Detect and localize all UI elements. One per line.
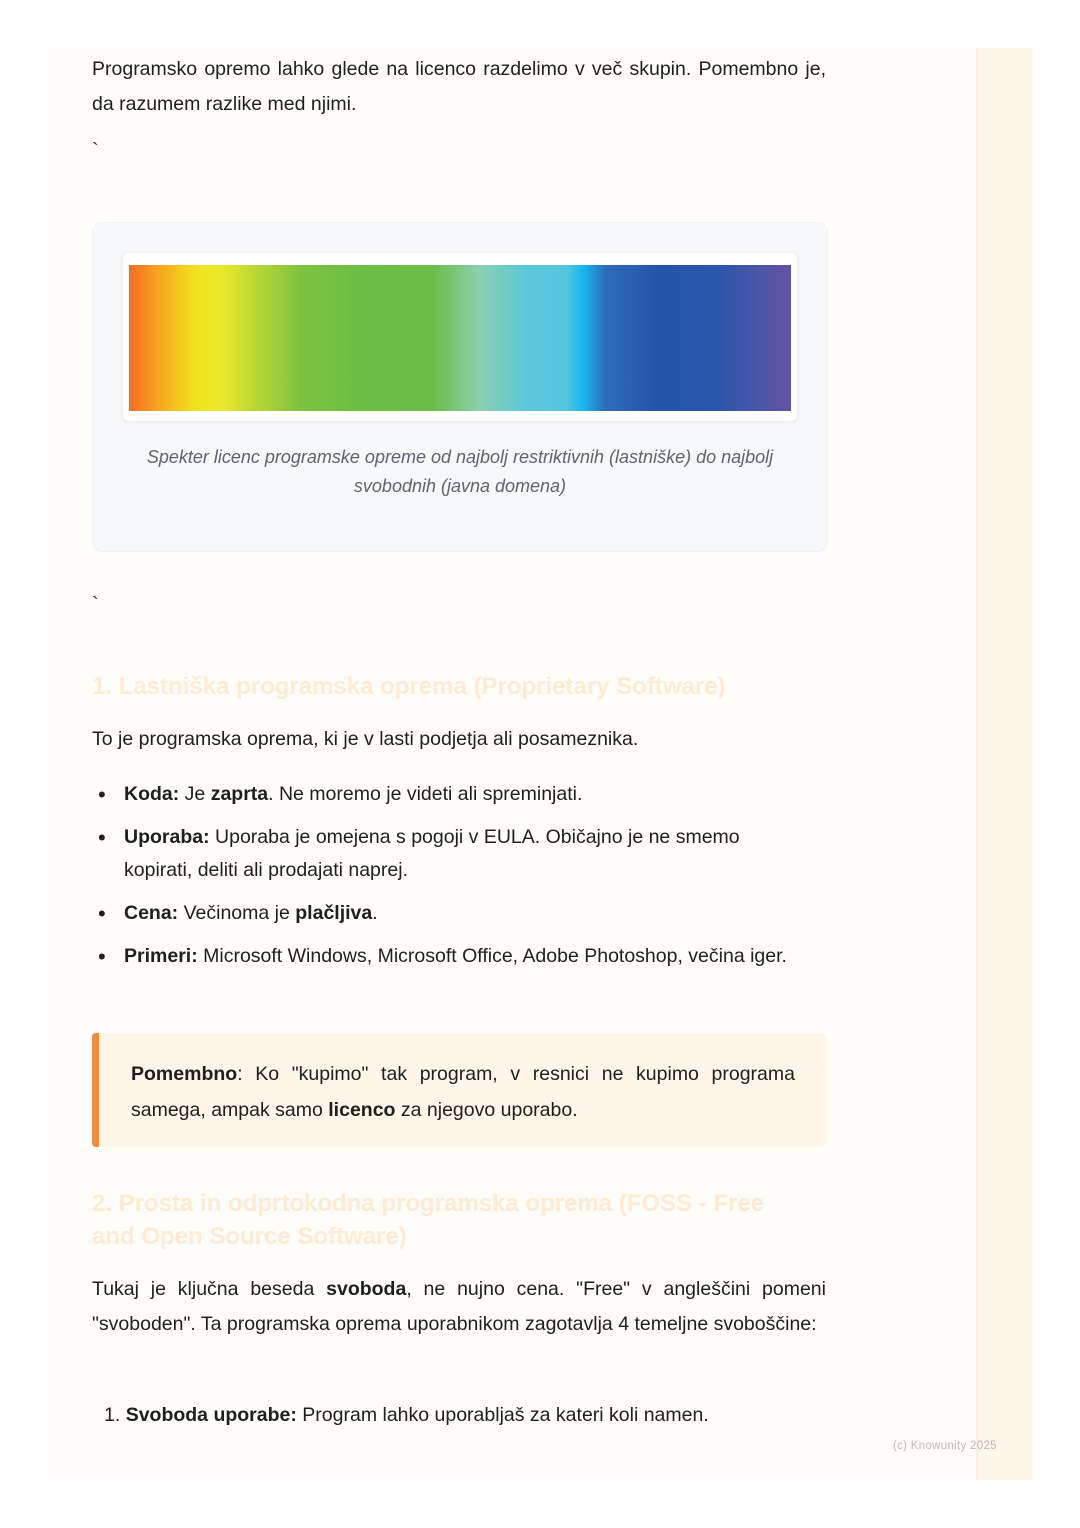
license-spectrum-figure [92, 222, 828, 552]
list-item-text: Program lahko uporabljaš za kateri koli namen. [296, 1404, 709, 1426]
bullet-dot: • [98, 825, 106, 850]
section2-intro [92, 1272, 826, 1342]
bullet-dot: • [98, 782, 106, 807]
bullet-emphasis: zaprta [210, 783, 269, 805]
callout-body: : Ko "kupimo" tak program, v resnici ne kupimo programa samega, ampak samo [131, 1063, 795, 1121]
section2-intro-emphasis: svoboda [326, 1278, 407, 1300]
bullet-label: Uporaba: [124, 826, 210, 848]
list-number: 1. [104, 1404, 121, 1426]
bullet-text: . [372, 902, 378, 924]
bullet-text: Uporaba je omejena s pogoji v EULA. Običajno je ne smemo kopirati, deliti ali prodajati naprej. [124, 826, 740, 881]
bullet-primeri [92, 940, 812, 973]
important-callout [92, 1033, 826, 1147]
section2-heading: 2. Prosta in odprtokodna programska oprema (FOSS - Free and Open Source Software) [92, 1190, 765, 1250]
list-item-label: Svoboda uporabe: [125, 1404, 297, 1426]
callout-label: Pomembno [131, 1063, 238, 1085]
bullet-text: . Ne moremo je videti ali spreminjati. [268, 783, 583, 805]
intro-paragraph: Programsko opremo lahko glede na licenco razdelimo v več skupin. Pomembno je, da razumem razlike med njimi. [92, 58, 826, 115]
copyright-footer: (c) Knowunity 2025 [893, 1440, 997, 1452]
bullet-text: Večinoma je [178, 902, 296, 924]
spectrum-image-frame [123, 253, 797, 421]
section2-intro-text: , ne nujno cena. "Free" v angleščini pomeni "svoboden". Ta programska oprema uporabnikom zagotavlja 4 temeljne svoboščine: [92, 1278, 826, 1335]
bullet-koda [92, 778, 812, 811]
bullet-text: Je [179, 783, 211, 805]
section1-heading: 1. Lastniška programska oprema (Proprietary Software) [92, 673, 726, 700]
bullet-uporaba [92, 821, 812, 887]
bullet-label: Primeri: [124, 945, 198, 967]
callout-accent-bar [92, 1033, 99, 1147]
section1-intro: To je programska oprema, ki je v lasti podjetja ali posameznika. [92, 728, 639, 750]
backtick-mark: ` [92, 140, 99, 162]
bullet-cena [92, 897, 812, 930]
bullet-dot: • [98, 944, 106, 969]
bullet-label: Cena: [124, 902, 179, 924]
figure-caption: Spekter licenc programske opreme od najbolj restriktivnih (lastniške) do najbolj svobodnih (javna domena) [146, 447, 774, 496]
bullet-label: Koda: [124, 783, 180, 805]
callout-text [131, 1056, 795, 1128]
freedom-list-item-1 [104, 1398, 709, 1433]
bullet-emphasis: plačljiva [295, 902, 373, 924]
backtick-mark: ` [92, 594, 99, 616]
section1-bullet-list [92, 778, 812, 973]
callout-body: za njegovo uporabo. [395, 1099, 578, 1121]
bullet-text: Microsoft Windows, Microsoft Office, Adobe Photoshop, večina iger. [197, 945, 787, 967]
bullet-dot: • [98, 901, 106, 926]
right-margin-band [976, 48, 1033, 1480]
callout-emphasis: licenco [328, 1099, 396, 1121]
license-spectrum-gradient [129, 265, 791, 411]
section2-intro-text: Tukaj je ključna beseda [92, 1278, 327, 1300]
intro-block [92, 52, 826, 122]
